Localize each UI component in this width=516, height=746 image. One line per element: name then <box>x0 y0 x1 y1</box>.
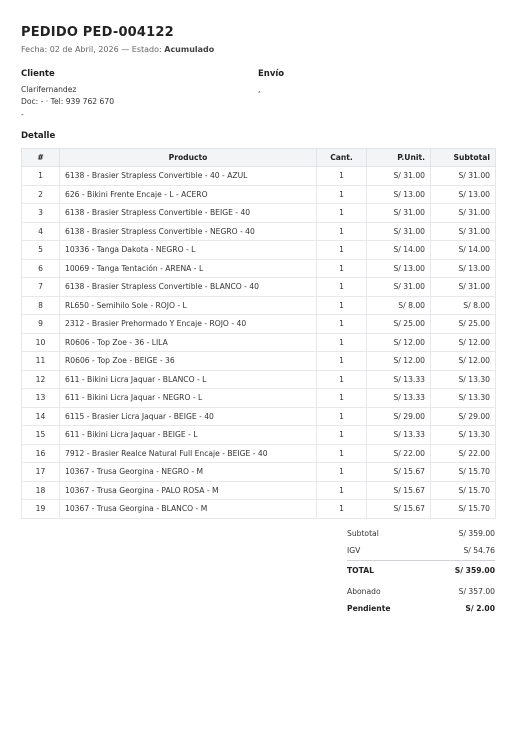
row-subtotal: S/ 13.00 <box>431 259 496 278</box>
row-subtotal: S/ 12.00 <box>431 333 496 352</box>
table-row <box>22 333 496 352</box>
unit-price: S/ 15.67 <box>367 481 431 500</box>
unit-price: S/ 14.00 <box>367 241 431 260</box>
row-number: 3 <box>22 204 60 223</box>
table-row <box>22 185 496 204</box>
product-name: R0606 - Top Zoe - 36 - LILA <box>60 333 317 352</box>
table-row <box>22 352 496 371</box>
table-row <box>22 296 496 315</box>
row-number: 17 <box>22 463 60 482</box>
table-row <box>22 370 496 389</box>
row-subtotal: S/ 15.70 <box>431 463 496 482</box>
igv-label: IGV <box>347 546 361 555</box>
product-name: 2312 - Brasier Prehormado Y Encaje - ROJO - 40 <box>60 315 317 334</box>
quantity: 1 <box>317 278 367 297</box>
product-name: 6115 - Brasier Licra Jaquar - BEIGE - 40 <box>60 407 317 426</box>
order-status: Acumulado <box>164 45 215 54</box>
row-subtotal: S/ 31.00 <box>431 222 496 241</box>
unit-price: S/ 13.33 <box>367 389 431 408</box>
row-subtotal: S/ 29.00 <box>431 407 496 426</box>
client-name: Clarifernandez <box>21 85 77 94</box>
product-name: 6138 - Brasier Strapless Convertible - BLANCO - 40 <box>60 278 317 297</box>
unit-price: S/ 12.00 <box>367 352 431 371</box>
unit-price: S/ 31.00 <box>367 167 431 186</box>
row-subtotal: S/ 31.00 <box>431 204 496 223</box>
column-header-product: Producto <box>60 149 317 167</box>
product-name: R0606 - Top Zoe - BEIGE - 36 <box>60 352 317 371</box>
product-name: 611 - Bikini Licra Jaquar - BEIGE - L <box>60 426 317 445</box>
unit-price: S/ 15.67 <box>367 500 431 519</box>
table-row <box>22 315 496 334</box>
quantity: 1 <box>317 185 367 204</box>
product-name: RL650 - Semihilo Sole - ROJO - L <box>60 296 317 315</box>
row-number: 2 <box>22 185 60 204</box>
unit-price: S/ 31.00 <box>367 278 431 297</box>
table-row <box>22 481 496 500</box>
paid-row <box>347 587 495 599</box>
table-row <box>22 222 496 241</box>
product-name: 10367 - Trusa Georgina - NEGRO - M <box>60 463 317 482</box>
paid-value: S/ 357.00 <box>458 587 495 596</box>
shipping-address: , <box>258 85 261 94</box>
shipping-heading: Envío <box>258 69 285 79</box>
row-number: 18 <box>22 481 60 500</box>
product-name: 626 - Bikini Frente Encaje - L - ACERO <box>60 185 317 204</box>
unit-price: S/ 25.00 <box>367 315 431 334</box>
product-name: 10367 - Trusa Georgina - BLANCO - M <box>60 500 317 519</box>
subtotal-label: Subtotal <box>347 529 379 538</box>
detail-heading: Detalle <box>21 131 56 141</box>
row-subtotal: S/ 13.00 <box>431 185 496 204</box>
product-name: 10069 - Tanga Tentación - ARENA - L <box>60 259 317 278</box>
unit-price: S/ 31.00 <box>367 222 431 241</box>
row-number: 11 <box>22 352 60 371</box>
row-subtotal: S/ 31.00 <box>431 278 496 297</box>
product-name: 611 - Bikini Licra Jaquar - BLANCO - L <box>60 370 317 389</box>
row-number: 13 <box>22 389 60 408</box>
table-row <box>22 426 496 445</box>
product-name: 10367 - Trusa Georgina - PALO ROSA - M <box>60 481 317 500</box>
product-name: 611 - Bikini Licra Jaquar - NEGRO - L <box>60 389 317 408</box>
product-name: 10336 - Tanga Dakota - NEGRO - L <box>60 241 317 260</box>
row-subtotal: S/ 13.30 <box>431 426 496 445</box>
row-subtotal: S/ 12.00 <box>431 352 496 371</box>
unit-price: S/ 29.00 <box>367 407 431 426</box>
row-subtotal: S/ 15.70 <box>431 481 496 500</box>
row-subtotal: S/ 13.30 <box>431 389 496 408</box>
table-row <box>22 278 496 297</box>
quantity: 1 <box>317 296 367 315</box>
unit-price: S/ 15.67 <box>367 463 431 482</box>
quantity: 1 <box>317 204 367 223</box>
row-number: 6 <box>22 259 60 278</box>
column-header-subtotal: Subtotal <box>431 149 496 167</box>
order-meta <box>21 45 214 54</box>
row-number: 1 <box>22 167 60 186</box>
unit-price: S/ 22.00 <box>367 444 431 463</box>
column-header-quantity: Cant. <box>317 149 367 167</box>
table-row <box>22 204 496 223</box>
table-header-row <box>22 149 496 167</box>
column-header-number: # <box>22 149 60 167</box>
row-number: 8 <box>22 296 60 315</box>
unit-price: S/ 13.33 <box>367 426 431 445</box>
quantity: 1 <box>317 167 367 186</box>
quantity: 1 <box>317 463 367 482</box>
row-number: 5 <box>22 241 60 260</box>
table-body <box>22 167 496 519</box>
column-header-unit-price: P.Unit. <box>367 149 431 167</box>
row-subtotal: S/ 8.00 <box>431 296 496 315</box>
table-row <box>22 259 496 278</box>
detail-table <box>21 148 496 519</box>
row-number: 9 <box>22 315 60 334</box>
total-row <box>347 566 495 578</box>
unit-price: S/ 13.00 <box>367 185 431 204</box>
table-row <box>22 241 496 260</box>
product-name: 6138 - Brasier Strapless Convertible - 40 - AZUL <box>60 167 317 186</box>
row-number: 7 <box>22 278 60 297</box>
subtotal-row <box>347 529 495 541</box>
pending-value: S/ 2.00 <box>465 604 495 613</box>
quantity: 1 <box>317 370 367 389</box>
row-subtotal: S/ 13.30 <box>431 370 496 389</box>
igv-row <box>347 546 495 558</box>
total-value: S/ 359.00 <box>454 566 495 575</box>
quantity: 1 <box>317 315 367 334</box>
quantity: 1 <box>317 389 367 408</box>
row-number: 4 <box>22 222 60 241</box>
row-subtotal: S/ 14.00 <box>431 241 496 260</box>
table-row <box>22 167 496 186</box>
product-name: 6138 - Brasier Strapless Convertible - NEGRO - 40 <box>60 222 317 241</box>
quantity: 1 <box>317 407 367 426</box>
client-info <box>21 84 114 121</box>
table-row <box>22 407 496 426</box>
pending-label: Pendiente <box>347 604 391 613</box>
subtotal-value: S/ 359.00 <box>458 529 495 538</box>
unit-price: S/ 13.00 <box>367 259 431 278</box>
table-row <box>22 500 496 519</box>
quantity: 1 <box>317 352 367 371</box>
igv-value: S/ 54.76 <box>463 546 495 555</box>
unit-price: S/ 8.00 <box>367 296 431 315</box>
product-name: 6138 - Brasier Strapless Convertible - BEIGE - 40 <box>60 204 317 223</box>
row-number: 16 <box>22 444 60 463</box>
quantity: 1 <box>317 500 367 519</box>
unit-price: S/ 12.00 <box>367 333 431 352</box>
order-date: Fecha: 02 de Abril, 2026 — Estado: <box>21 45 165 54</box>
unit-price: S/ 13.33 <box>367 370 431 389</box>
row-number: 19 <box>22 500 60 519</box>
table-row <box>22 463 496 482</box>
paid-label: Abonado <box>347 587 381 596</box>
row-number: 10 <box>22 333 60 352</box>
table-row <box>22 444 496 463</box>
quantity: 1 <box>317 481 367 500</box>
row-number: 14 <box>22 407 60 426</box>
row-subtotal: S/ 25.00 <box>431 315 496 334</box>
totals-divider <box>347 560 495 561</box>
product-name: 7912 - Brasier Realce Natural Full Encaje - BEIGE - 40 <box>60 444 317 463</box>
client-heading: Cliente <box>21 69 55 79</box>
quantity: 1 <box>317 333 367 352</box>
unit-price: S/ 31.00 <box>367 204 431 223</box>
table-row <box>22 389 496 408</box>
client-doc: Doc: - · Tel: 939 762 670 <box>21 97 115 107</box>
quantity: 1 <box>317 444 367 463</box>
client-extra: - <box>21 109 24 119</box>
row-number: 15 <box>22 426 60 445</box>
quantity: 1 <box>317 241 367 260</box>
quantity: 1 <box>317 426 367 445</box>
page-title: PEDIDO PED-004122 <box>21 25 174 40</box>
row-subtotal: S/ 31.00 <box>431 167 496 186</box>
row-subtotal: S/ 22.00 <box>431 444 496 463</box>
quantity: 1 <box>317 222 367 241</box>
row-subtotal: S/ 15.70 <box>431 500 496 519</box>
pending-row <box>347 604 495 616</box>
quantity: 1 <box>317 259 367 278</box>
row-number: 12 <box>22 370 60 389</box>
total-label: TOTAL <box>347 566 374 575</box>
